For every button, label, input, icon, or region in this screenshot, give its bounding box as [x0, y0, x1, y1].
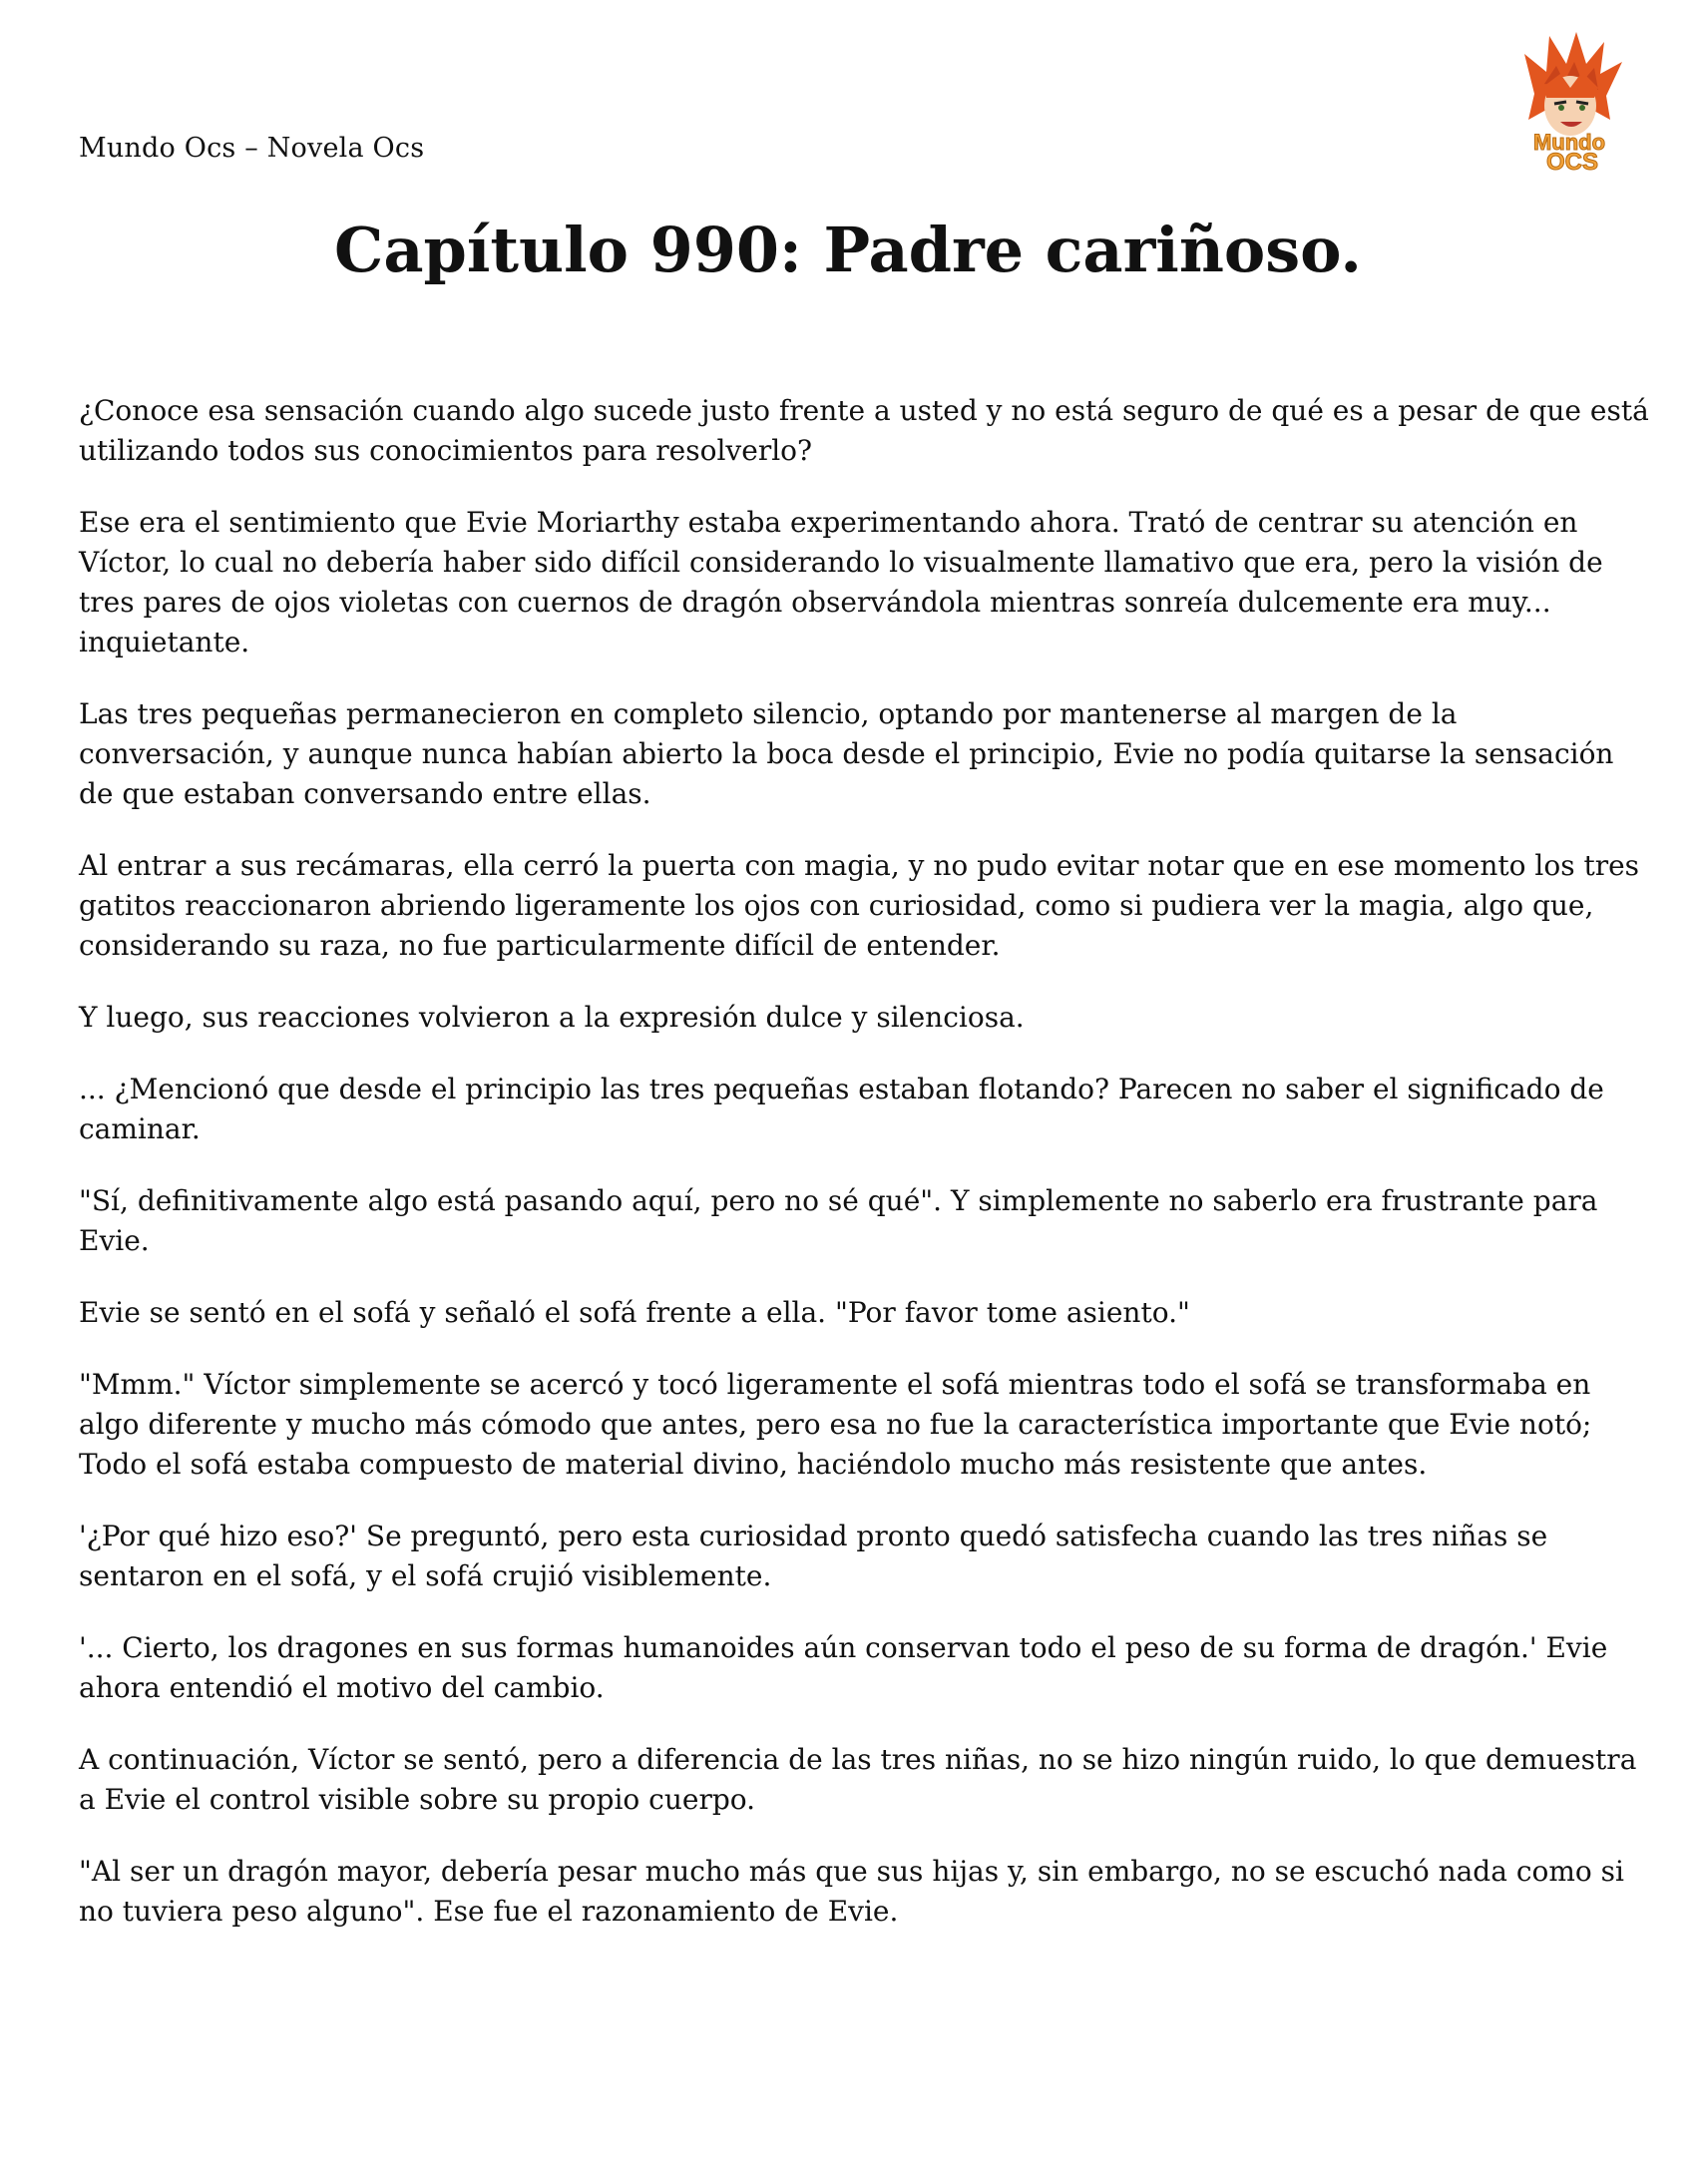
paragraph: "Sí, definitivamente algo está pasando aquí, pero no sé qué". Y simplemente no saberlo era frustrante para Evie. — [79, 1184, 1598, 1257]
paragraph: ... ¿Mencionó que desde el principio las tres pequeñas estaban flotando? Parecen no saber el significado de caminar. — [79, 1073, 1604, 1145]
paragraph: A continuación, Víctor se sentó, pero a diferencia de las tres niñas, no se hizo ningún ruido, lo que demuestra a Evie el control visible sobre su propio cuerpo. — [79, 1743, 1637, 1816]
logo-text-mundo: Mundo — [1532, 130, 1606, 155]
page-header: Mundo Ocs – Novela Ocs — [79, 133, 425, 164]
paragraph: Ese era el sentimiento que Evie Moriarthy estaba experimentando ahora. Trató de centrar su atención en Víctor, lo cual no debería haber sido difícil considerando lo visualmente llamativo que era, pero la visión de tres pares de ojos violetas con cuernos de dragón observándola mientras sonreía dulcemente era muy... inquietante. — [79, 506, 1603, 658]
paragraph: '... Cierto, los dragones en sus formas humanoides aún conservan todo el peso de su forma de dragón.' Evie ahora entendió el motivo del cambio. — [79, 1631, 1608, 1704]
mundo-ocs-logo — [1494, 24, 1644, 174]
paragraph: Y luego, sus reacciones volvieron a la expresión dulce y silenciosa. — [79, 1001, 1025, 1034]
paragraph: ¿Conoce esa sensación cuando algo sucede justo frente a usted y no está seguro de qué es a pesar de que está utilizando todos sus conocimientos para resolverlo? — [79, 394, 1649, 467]
paragraph: '¿Por qué hizo eso?' Se preguntó, pero esta curiosidad pronto quedó satisfecha cuando las tres niñas se sentaron en el sofá, y el sofá crujió visiblemente. — [79, 1520, 1548, 1592]
logo-text-ocs: OCS — [1545, 149, 1599, 174]
chapter-body — [79, 391, 1655, 1964]
paragraph: Evie se sentó en el sofá y señaló el sofá frente a ella. "Por favor tome asiento." — [79, 1296, 1190, 1329]
paragraph: "Mmm." Víctor simplemente se acercó y tocó ligeramente el sofá mientras todo el sofá se transformaba en algo diferente y mucho más cómodo que antes, pero esa no fue la característica importante que Evie notó; Todo el sofá estaba compuesto de material divino, haciéndolo mucho más resistente que antes. — [79, 1368, 1592, 1481]
paragraph: "Al ser un dragón mayor, debería pesar mucho más que sus hijas y, sin embargo, no se escuchó nada como si no tuviera peso alguno". Ese fue el razonamiento de Evie. — [79, 1855, 1624, 1928]
paragraph: Al entrar a sus recámaras, ella cerró la puerta con magia, y no pudo evitar notar que en ese momento los tres gatitos reaccionaron abriendo ligeramente los ojos con curiosidad, como si pudiera ver la magia, algo que, considerando su raza, no fue particularmente difícil de entender. — [79, 849, 1640, 962]
chapter-title: Capítulo 990: Padre cariñoso. — [333, 214, 1363, 286]
paragraph: Las tres pequeñas permanecieron en completo silencio, optando por mantenerse al margen de la conversación, y aunque nunca habían abierto la boca desde el principio, Evie no podía quitarse la sensación de que estaban conversando entre ellas. — [79, 697, 1614, 810]
